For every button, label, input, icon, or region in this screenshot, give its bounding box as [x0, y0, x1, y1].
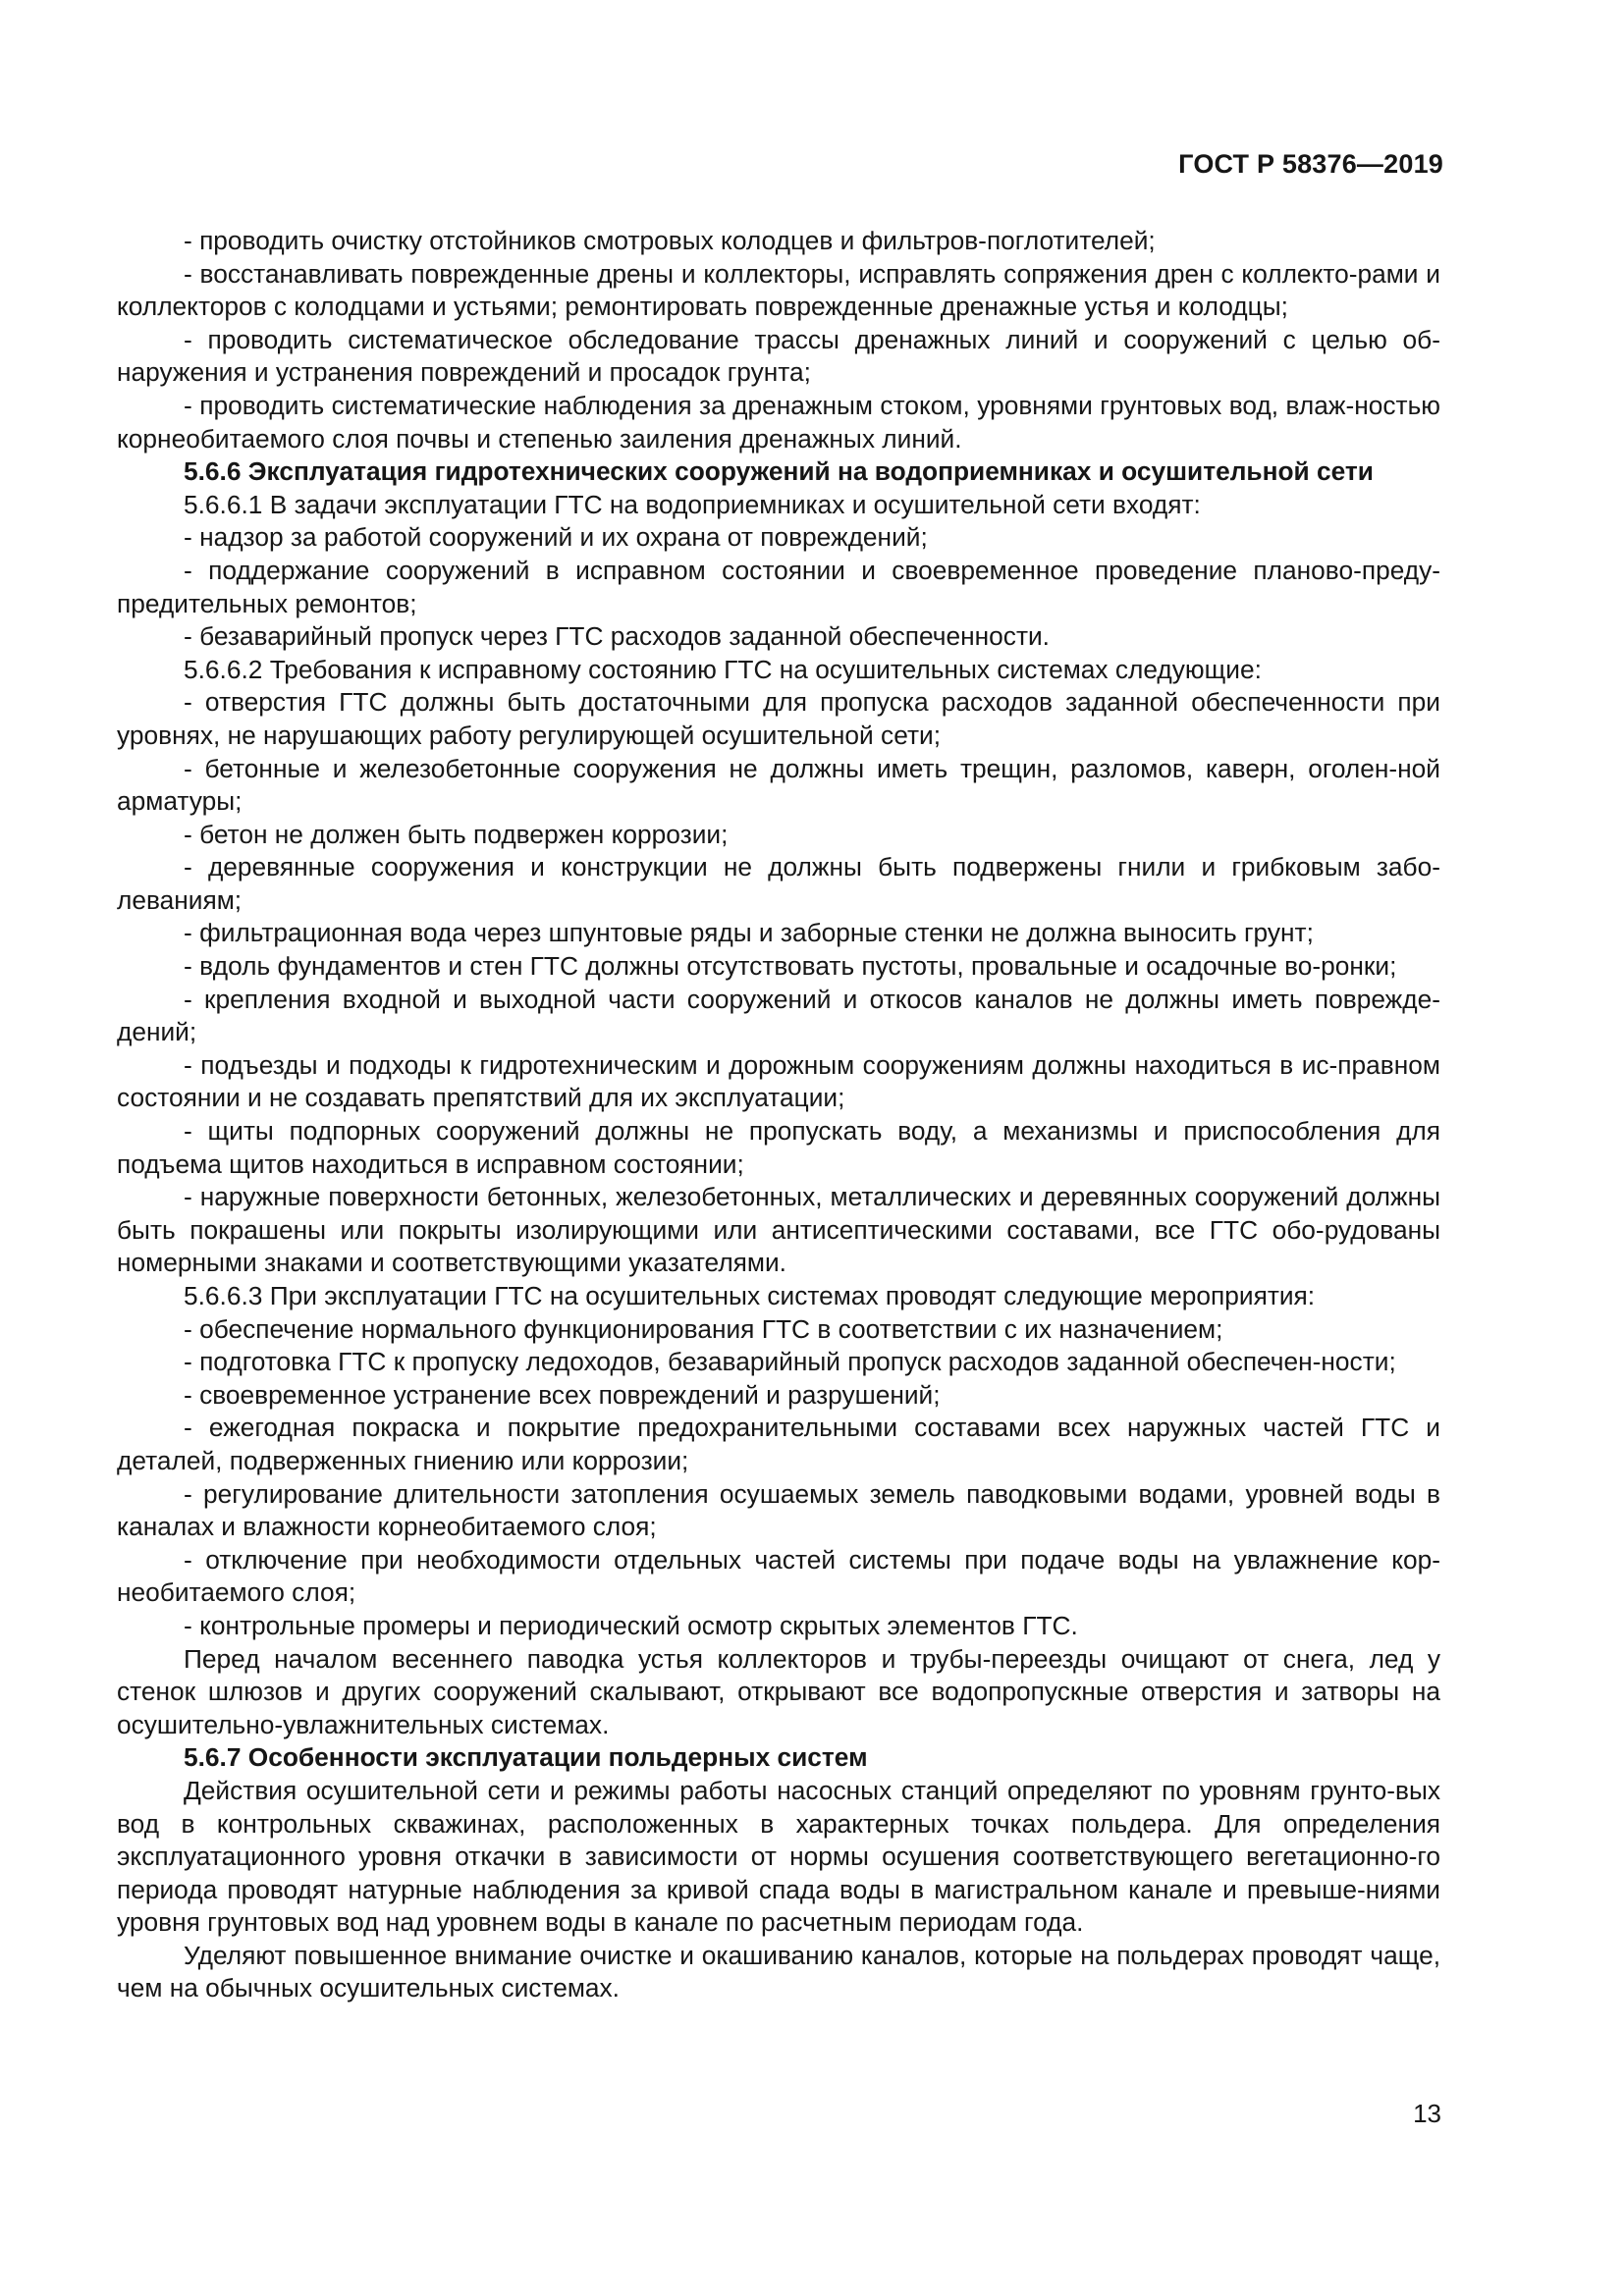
paragraph: - ежегодная покраска и покрытие предохранительными составами всех наружных частей ГТС и деталей, подверженных гниению или коррозии;	[117, 1413, 1440, 1475]
page-number: 13	[1413, 2099, 1441, 2128]
paragraph: Уделяют повышенное внимание очистке и окашиванию каналов, которые на польдерах проводят чаще, чем на обычных осушительных системах.	[117, 1940, 1440, 2003]
section-heading: 5.6.7 Особенности эксплуатации польдерных систем	[184, 1742, 868, 1773]
paragraph: - проводить систематическое обследование трассы дренажных линий и сооружений с целью об-наружения и устранения повреждений и просадок грунта;	[117, 324, 1440, 388]
paragraph: 5.6.6.2 Требования к исправному состоянию ГТС на осушительных системах следующие:	[184, 654, 1262, 684]
document-body	[117, 225, 1440, 2005]
paragraph: - деревянные сооружения и конструкции не должны быть подвержены гнили и грибковым забо-леваниям;	[117, 852, 1440, 915]
paragraph: - проводить очистку отстойников смотровых колодцев и фильтров-поглотителей;	[184, 226, 1156, 255]
paragraph: - своевременное устранение всех повреждений и разрушений;	[184, 1379, 941, 1410]
paragraph: 5.6.6.3 При эксплуатации ГТС на осушительных системах проводят следующие мероприятия:	[184, 1281, 1316, 1310]
paragraph: - подъезды и подходы к гидротехническим и дорожным сооружениям должны находиться в ис-правном состоянии и не создавать препятствий для их эксплуатации;	[117, 1049, 1440, 1113]
paragraph: - бетон не должен быть подвержен коррозии;	[184, 819, 729, 849]
paragraph: - бетонные и железобетонные сооружения не должны иметь трещин, разломов, каверн, оголен-ной арматуры;	[117, 753, 1440, 817]
paragraph: - восстанавливать поврежденные дрены и коллекторы, исправлять сопряжения дрен с коллекто-рами и коллекторов с колодцами и устьями; ремонтировать поврежденные дренажные устья и колодцы;	[117, 258, 1440, 322]
paragraph: Действия осушительной сети и режимы работы насосных станций определяют по уровням грунто-вых вод в контрольных скважинах, расположенных в характерных точках польдера. Для определения эксплуатационного уровня откачки в зависимости от нормы осушения соответствующего вегетационно-го периода проводят натурные наблюдения за кривой спада воды в магистральном канале и превыше-ниями уровня грунтовых вод над уровнем воды в канале по расчетным периодам года.	[117, 1775, 1440, 1938]
paragraph: Перед началом весеннего паводка устья коллекторов и трубы-переезды очищают от снега, лед у стенок шлюзов и других сооружений скалывают, открывают все водопропускные отверстия и затворы на осушительно-увлажнительных системах.	[117, 1643, 1440, 1739]
paragraph: - щиты подпорных сооружений должны не пропускать воду, а механизмы и приспособления для подъема щитов находиться в исправном состоянии;	[117, 1116, 1440, 1179]
paragraph: - контрольные промеры и периодический осмотр скрытых элементов ГТС.	[184, 1610, 1078, 1640]
paragraph: - вдоль фундаментов и стен ГТС должны отсутствовать пустоты, провальные и осадочные во-ронки;	[184, 951, 1397, 982]
paragraph: - подготовка ГТС к пропуску ледоходов, безаварийный пропуск расходов заданной обеспечен-ности;	[184, 1347, 1396, 1377]
paragraph: - отключение при необходимости отдельных частей системы при подаче воды на увлажнение кор-необитаемого слоя;	[117, 1544, 1440, 1608]
paragraph: 5.6.6.1 В задачи эксплуатации ГТС на водоприемниках и осушительной сети входят:	[184, 489, 1201, 519]
paragraph: - крепления входной и выходной части сооружений и откосов каналов не должны иметь поврежде-дений;	[117, 984, 1440, 1047]
paragraph: - проводить систематические наблюдения за дренажным стоком, уровнями грунтовых вод, влаж-ностью корнеобитаемого слоя почвы и степенью заиления дренажных линий.	[117, 390, 1440, 454]
section-heading: 5.6.6 Эксплуатация гидротехнических сооружений на водоприемниках и осушительной сети	[184, 456, 1374, 487]
paragraph: - регулирование длительности затопления осушаемых земель паводковыми водами, уровней воды в каналах и влажности корнеобитаемого слоя;	[117, 1478, 1440, 1542]
paragraph: - отверстия ГТС должны быть достаточными для пропуска расходов заданной обеспеченности при уровнях, не нарушающих работу регулирующей осушительной сети;	[117, 687, 1440, 750]
paragraph: - поддержание сооружений в исправном состоянии и своевременное проведение планово-преду-предительных ремонтов;	[117, 555, 1440, 618]
paragraph: - обеспечение нормального функционирования ГТС в соответствии с их назначением;	[184, 1313, 1223, 1344]
paragraph: - надзор за работой сооружений и их охрана от повреждений;	[184, 522, 928, 553]
document-code-header: ГОСТ Р 58376—2019	[1178, 149, 1443, 179]
paragraph: - безаварийный пропуск через ГТС расходов заданной обеспеченности.	[184, 621, 1050, 652]
paragraph: - фильтрационная вода через шпунтовые ряды и заборные стенки не должна выносить грунт;	[184, 918, 1314, 948]
paragraph: - наружные поверхности бетонных, железобетонных, металлических и деревянных сооружений должны быть покрашены или покрыты изолирующими или антисептическими составами, все ГТС обо-рудованы номерными знаками и соответствующими указателями.	[117, 1182, 1440, 1278]
